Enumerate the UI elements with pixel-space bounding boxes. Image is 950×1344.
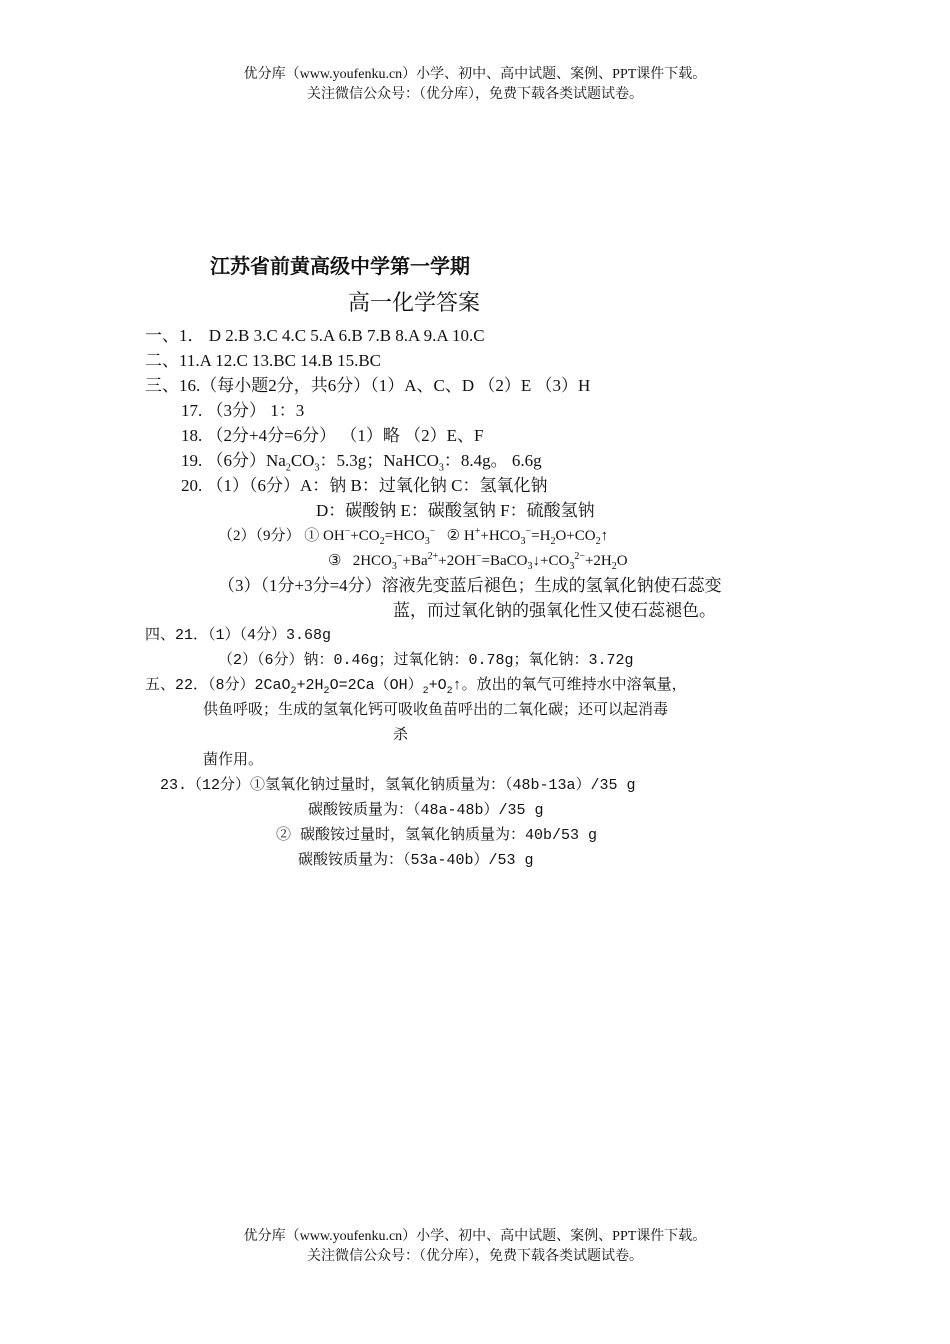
question-20-part-1: 20. （1）（6分）A：钠 B：过氧化钠 C：氢氧化钠	[181, 476, 548, 495]
question-18: 18. （2分+4分=6分） （1）略 （2）E、F	[181, 426, 484, 445]
question-22-cont-3: 菌作用。	[203, 752, 264, 769]
question-20-part-3: （3）（1分+3分=4分）溶液先变蓝后褪色；生成的氢氧化钠使石蕊变	[218, 576, 722, 595]
question-23-line-1: 23.（12分）①氢氧化钠过量时，氢氧化钠质量为：（48b-13a）/35 g	[160, 777, 636, 794]
header-line-1: 优分库（www.youfenku.cn）小学、初中、高中试题、案例、PPT课件下载。	[243, 67, 707, 82]
equation-1-number: ①	[304, 528, 320, 544]
question-22: 五、22．（8分）$2CaO_2+2H_2O=2Ca(OH)_2+O_2↑$。放出的氧气可维持水中溶氧量，	[145, 677, 687, 697]
section-1-answers: 一、1． D 2.B 3.C 4.C 5.A 6.B 7.B 8.A 9.A 10.C	[145, 326, 485, 345]
equation-1: $OH^-+CO_2=HCO_3^-$	[323, 526, 436, 547]
question-17: 17. （3分） 1：3	[181, 401, 305, 420]
equation-2-number: ②	[446, 528, 461, 544]
part-2-label: （2）（9分）	[218, 528, 301, 544]
equation-3-number: ③	[328, 553, 342, 569]
footer-line-2: 关注微信公众号：（优分库），免费下载各类试题试卷。	[307, 1249, 643, 1264]
question-22-cont-1: 供鱼呼吸；生成的氢氧化钙可吸收鱼苗呼出的二氧化碳；还可以起消毒	[203, 702, 669, 719]
footer-line-1: 优分库（www.youfenku.cn）小学、初中、高中试题、案例、PPT课件下载。	[243, 1229, 707, 1244]
question-21-part-2: （2）（6分）钠：0.46g；过氧化钠：0.78g；氧化钠：3.72g	[218, 652, 634, 669]
equation-2: $H^++HCO_3^-=H_2O+CO_2↑$	[463, 526, 609, 547]
question-23-line-4: 碳酸铵质量为：（53a-40b）/53 g	[298, 852, 534, 869]
question-16: 三、16.（每小题2分，共6分）（1）A、C、D （2）E （3）H	[145, 376, 591, 395]
section-2-answers: 二、11.A 12.C 13.BC 14.B 15.BC	[145, 351, 381, 370]
question-20-equation-3	[328, 550, 628, 572]
question-20-part-2	[218, 525, 608, 547]
equation-3: $2HCO_3^-+Ba^{2+}+2OH^-=BaCO_3↓+CO_3^{2-}+2H_2O$	[352, 551, 628, 572]
question-23-line-3: ② 碳酸铵过量时，氢氧化钠质量为：40b/53 g	[276, 827, 598, 844]
question-23-line-2: 碳酸铵质量为：（48a-48b）/35 g	[308, 802, 544, 819]
question-20-part-3-cont: 蓝，而过氧化钠的强氧化性又使石蕊褪色。	[393, 601, 716, 620]
header-line-2: 关注微信公众号：（优分库），免费下载各类试题试卷。	[307, 87, 643, 102]
question-19: 19. （6分）$Na_2CO_3$：5.3g；NaHCO$_3$：8.4g。 6.6g	[181, 451, 542, 474]
answer-title: 高一化学答案	[348, 290, 481, 315]
question-22-cont-2: 杀	[393, 727, 409, 744]
school-title: 江苏省前黄高级中学第一学期	[210, 254, 470, 278]
question-21-part-1: 四、21．（1）（4分）3.68g	[145, 627, 332, 644]
question-20-part-1-cont: D：碳酸钠 E：碳酸氢钠 F：硫酸氢钠	[316, 501, 595, 520]
